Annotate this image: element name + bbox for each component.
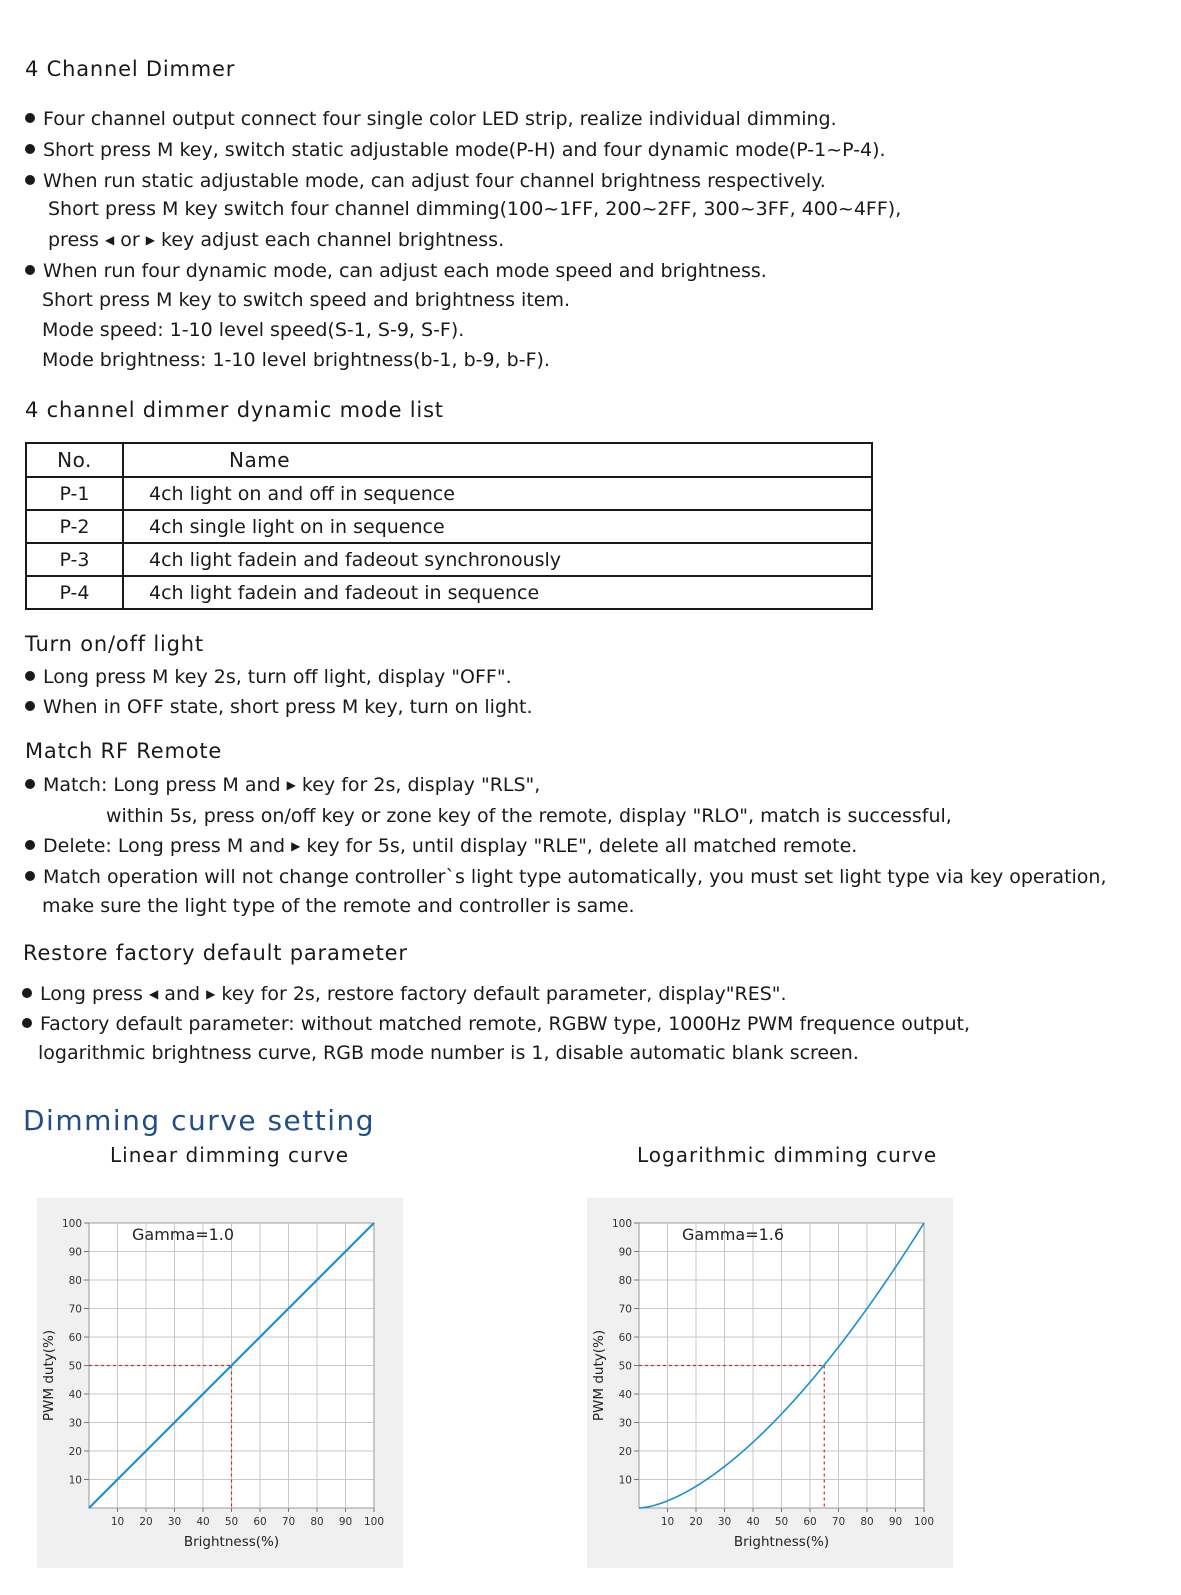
x-tick-label: 70 (831, 1516, 846, 1528)
triangle-right-icon: ▶ (286, 778, 296, 792)
indented-line: Short press M key switch four channel dimming(100~1FF, 200~2FF, 300~3FF, 400~4FF), (48, 198, 902, 220)
header-name: Name (123, 443, 872, 477)
indented-line: Mode brightness: 1-10 level brightness(b-1, b-9, b-F). (42, 349, 550, 371)
bullet-line (25, 666, 512, 688)
chart-title-linear: Linear dimming curve (110, 1143, 350, 1167)
bullet-line (22, 983, 787, 1005)
indented-line: Short press M key to switch speed and brightness item. (42, 289, 571, 311)
x-tick-label: 30 (167, 1516, 182, 1528)
section-title-rf: Match RF Remote (25, 739, 223, 763)
bullet-text: Short press M key, switch static adjustable mode(P-H) and four dynamic mode(P-1~P-4). (43, 139, 886, 161)
indented-line: Mode speed: 1-10 level speed(S-1, S-9, S-F). (42, 319, 465, 341)
bullet-text: key for 2s, restore factory default parameter, display"RES". (221, 983, 787, 1005)
table-row (26, 576, 872, 609)
indented-line: within 5s, press on/off key or zone key of the remote, display "RLO", match is successful, (106, 805, 952, 827)
bullet-text: key for 5s, until display "RLE", delete all matched remote. (306, 835, 858, 857)
indented-line (48, 229, 504, 251)
bullet-text: Long press M key 2s, turn off light, display "OFF". (43, 666, 512, 688)
y-tick-label: 20 (68, 1446, 82, 1458)
y-axis-label: PWM duty(%) (41, 1329, 57, 1422)
y-tick-label: 70 (618, 1303, 632, 1316)
bullet-line (25, 108, 837, 130)
bullet-dot (25, 144, 35, 154)
x-tick-label: 10 (660, 1516, 675, 1528)
x-tick-label: 90 (338, 1516, 353, 1528)
y-tick-label: 20 (618, 1446, 632, 1458)
y-tick-label: 90 (68, 1246, 82, 1259)
bullet-text: key for 2s, display "RLS", (301, 774, 541, 796)
x-tick-label: 50 (224, 1516, 239, 1528)
section-title-onoff: Turn on/off light (25, 632, 204, 656)
gamma-annotation: Gamma=1.0 (132, 1225, 235, 1245)
y-tick-label: 80 (68, 1275, 82, 1287)
bullet-text: Match: Long press M and (43, 774, 281, 796)
cell-name: 4ch single light on in sequence (123, 510, 872, 543)
y-tick-label: 70 (68, 1303, 82, 1316)
bullet-line (25, 170, 826, 192)
table-row (26, 477, 872, 510)
y-axis-label: PWM duty(%) (591, 1329, 607, 1422)
y-tick-label: 10 (618, 1474, 632, 1487)
bullet-dot (22, 988, 32, 998)
table-row (26, 510, 872, 543)
cell-no: P-4 (26, 576, 123, 609)
bullet-text: Match operation will not change controller`s light type automatically, you must set light type via key operation, (43, 866, 1107, 888)
bullet-line (25, 139, 886, 161)
chart-title-log: Logarithmic dimming curve (637, 1143, 938, 1167)
y-tick-label: 90 (618, 1246, 632, 1259)
triangle-right-icon: ▶ (145, 233, 155, 247)
bullet-dot (25, 779, 35, 789)
cell-no: P-3 (26, 543, 123, 576)
linear-dimming-chart (37, 1198, 403, 1568)
x-tick-label: 70 (281, 1516, 296, 1528)
bullet-text: Four channel output connect four single color LED strip, realize individual dimming. (43, 108, 837, 130)
bullet-dot (25, 265, 35, 275)
header-no: No. (26, 443, 123, 477)
x-axis-label: Brightness(%) (183, 1534, 280, 1550)
mode-table (25, 442, 873, 610)
x-tick-label: 30 (717, 1516, 732, 1528)
bullet-line (25, 260, 767, 282)
x-tick-label: 100 (363, 1516, 385, 1528)
y-tick-label: 60 (68, 1332, 82, 1344)
cell-name: 4ch light on and off in sequence (123, 477, 872, 510)
indented-line: logarithmic brightness curve, RGB mode number is 1, disable automatic blank screen. (38, 1042, 859, 1064)
bullet-line (25, 835, 857, 857)
bullet-dot (25, 113, 35, 123)
y-tick-label: 40 (68, 1389, 82, 1401)
triangle-left-icon: ◀ (149, 987, 159, 1001)
x-tick-label: 50 (774, 1516, 789, 1528)
logarithmic-dimming-chart (587, 1198, 953, 1568)
y-tick-label: 100 (61, 1218, 82, 1230)
cell-no: P-1 (26, 477, 123, 510)
section-title-dimmer: 4 Channel Dimmer (25, 57, 236, 81)
x-axis-label: Brightness(%) (733, 1534, 830, 1550)
bullet-line (25, 866, 1107, 888)
x-tick-label: 90 (888, 1516, 903, 1528)
bullet-text: When run static adjustable mode, can adjust four channel brightness respectively. (43, 170, 826, 192)
triangle-right-icon: ▶ (206, 987, 216, 1001)
cell-name: 4ch light fadein and fadeout synchronously (123, 543, 872, 576)
bullet-text: Long press (40, 983, 143, 1005)
x-tick-label: 80 (310, 1516, 324, 1528)
bullet-line (22, 1013, 970, 1035)
y-tick-label: 30 (68, 1417, 82, 1430)
y-tick-label: 50 (68, 1360, 82, 1373)
indented-line: make sure the light type of the remote and controller is same. (42, 895, 635, 917)
gamma-annotation: Gamma=1.6 (682, 1225, 785, 1245)
x-tick-label: 10 (110, 1516, 125, 1528)
y-tick-label: 50 (618, 1360, 632, 1373)
x-tick-label: 100 (913, 1516, 935, 1528)
y-tick-label: 60 (618, 1332, 632, 1344)
x-tick-label: 60 (803, 1516, 817, 1528)
table-row (26, 543, 872, 576)
bullet-line (25, 696, 533, 718)
bullet-text: When in OFF state, short press M key, turn on light. (43, 696, 533, 718)
bullet-dot (25, 840, 35, 850)
triangle-right-icon: ▶ (291, 839, 301, 853)
x-tick-label: 40 (196, 1516, 210, 1528)
x-tick-label: 60 (253, 1516, 267, 1528)
bullet-text: When run four dynamic mode, can adjust each mode speed and brightness. (43, 260, 767, 282)
triangle-left-icon: ◀ (105, 233, 115, 247)
dimming-curve-title: Dimming curve setting (23, 1104, 376, 1137)
bullet-dot (25, 671, 35, 681)
section-title-restore: Restore factory default parameter (23, 941, 408, 965)
y-tick-label: 10 (68, 1474, 82, 1487)
bullet-dot (25, 175, 35, 185)
section-title-mode-list: 4 channel dimmer dynamic mode list (25, 398, 444, 422)
x-tick-label: 40 (746, 1516, 760, 1528)
text-key-adjust: key adjust each channel brightness. (161, 229, 505, 251)
x-tick-label: 20 (139, 1516, 153, 1528)
table-header-row (26, 443, 872, 477)
text-press: press (48, 229, 99, 251)
bullet-text: and (164, 983, 201, 1005)
y-tick-label: 80 (618, 1275, 632, 1287)
bullet-dot (22, 1018, 32, 1028)
bullet-text: Delete: Long press M and (43, 835, 286, 857)
x-tick-label: 80 (860, 1516, 874, 1528)
y-tick-label: 100 (611, 1218, 632, 1230)
y-tick-label: 30 (618, 1417, 632, 1430)
bullet-dot (25, 871, 35, 881)
text-or: or (120, 229, 140, 251)
cell-no: P-2 (26, 510, 123, 543)
y-tick-label: 40 (618, 1389, 632, 1401)
x-tick-label: 20 (689, 1516, 703, 1528)
cell-name: 4ch light fadein and fadeout in sequence (123, 576, 872, 609)
bullet-line (25, 774, 540, 796)
bullet-text: Factory default parameter: without matched remote, RGBW type, 1000Hz PWM frequence output, (40, 1013, 970, 1035)
bullet-dot (25, 701, 35, 711)
